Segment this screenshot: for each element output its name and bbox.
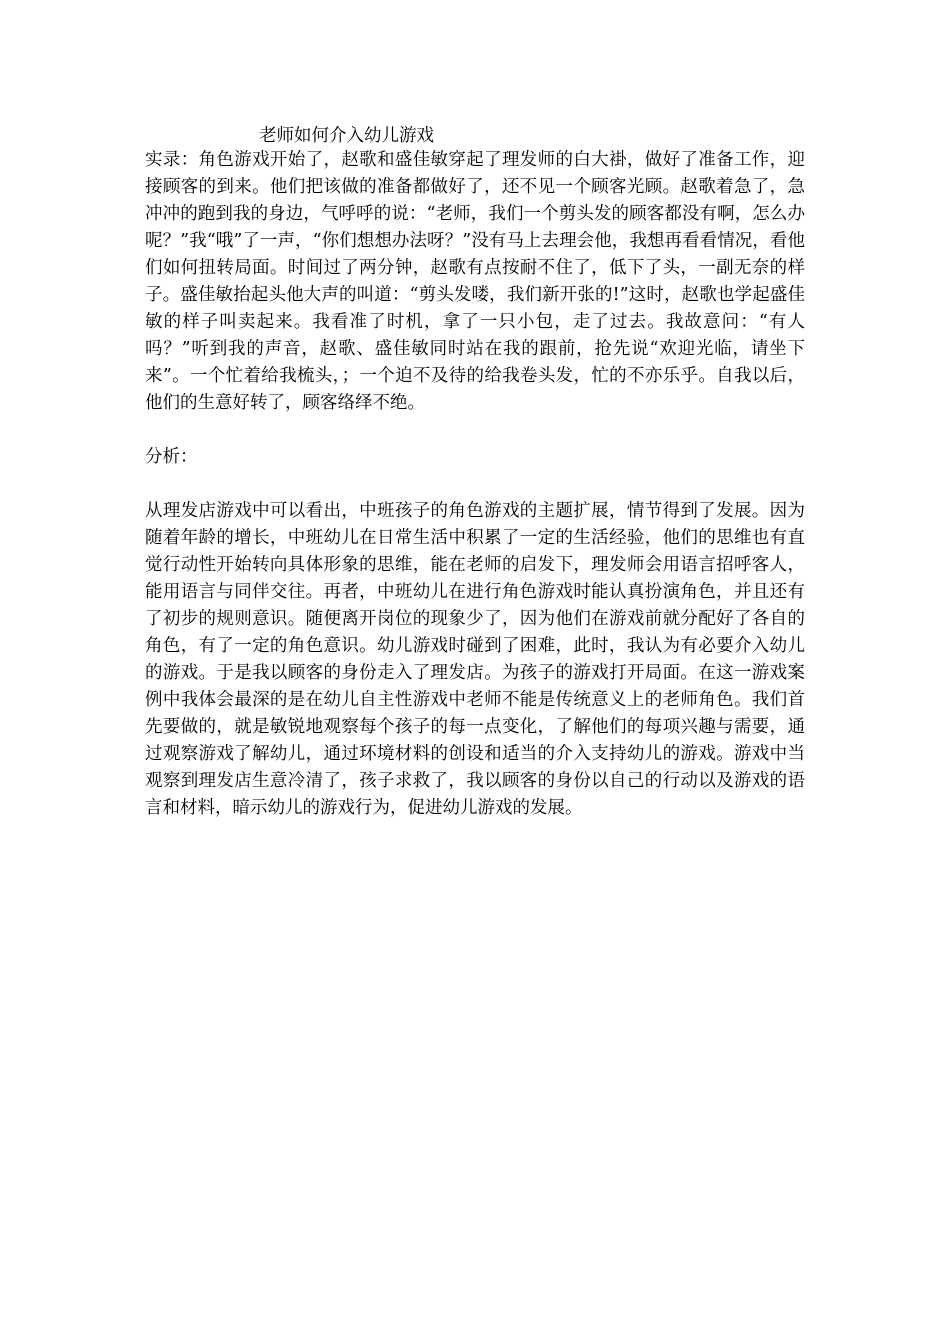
analysis-paragraph: 从理发店游戏中可以看出，中班孩子的角色游戏的主题扩展，情节得到了发展。因为随着年龄的增长，中班幼儿在日常生活中积累了一定的生活经验，他们的思维也有直觉行动性开始转向具体形象的思维，能在老师的启发下，理发师会用语言招呼客人，能用语言与同伴交往。再者，中班幼儿在进行角色游戏时能认真扮演角色，并且还有了初步的规则意识。随便离开岗位的现象少了，因为他们在游戏前就分配好了各自的角色，有了一定的角色意识。幼儿游戏时碰到了困难，此时，我认为有必要介入幼儿的游戏。于是我以顾客的身份走入了理发店。为孩子的游戏打开局面。在这一游戏案例中我体会最深的是在幼儿自主性游戏中老师不能是传统意义上的老师角色。我们首先要做的，就是敏锐地观察每个孩子的每一点变化，了解他们的每项兴趣与需要，通过观察游戏了解幼儿，通过环境材料的创设和适当的介入支持幼儿的游戏。游戏中当观察到理发店生意冷清了，孩子求救了，我以顾客的身份以自己的行动以及游戏的语言和材料，暗示幼儿的游戏行为，促进幼儿游戏的发展。: [145, 501, 805, 818]
paragraph-gap: [145, 417, 805, 444]
record-paragraph: 实录：角色游戏开始了，赵歌和盛佳敏穿起了理发师的白大褂，做好了准备工作，迎接顾客的到来。他们把该做的准备都做好了，还不见一个顾客光顾。赵歌着急了，急冲冲的跑到我的身边，气呼呼的说：“老师，我们一个剪头发的顾客都没有啊，怎么办呢？”我“哦”了一声，“你们想想办法呀？”没有马上去理会他，我想再看看情况，看他们如何扭转局面。时间过了两分钟，赵歌有点按耐不住了，低下了头，一副无奈的样子。盛佳敏抬起头他大声的叫道：“剪头发喽，我们新开张的!”这时，赵歌也学起盛佳敏的样子叫卖起来。我看准了时机，拿了一只小包，走了过去。我故意问：“有人吗？”听到我的声音，赵歌、盛佳敏同时站在我的跟前，抢先说“欢迎光临，请坐下来”。一个忙着给我梳头，；一个迫不及待的给我卷头发，忙的不亦乐乎。自我以后，他们的生意好转了，顾客络绎不绝。: [145, 150, 805, 413]
analysis-label: 分析：: [145, 447, 198, 467]
document-title: 老师如何介入幼儿游戏: [259, 126, 434, 146]
paragraph-gap: [145, 471, 805, 498]
document-body: [145, 125, 805, 822]
